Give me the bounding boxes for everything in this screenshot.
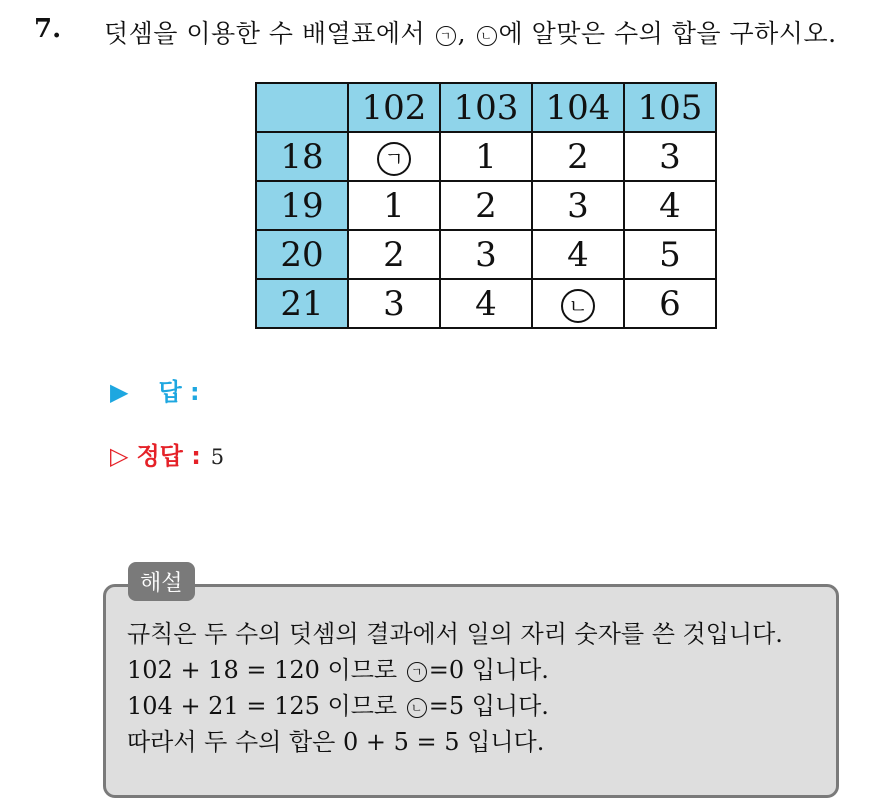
explanation-result: =5 입니다. <box>428 692 549 720</box>
circled-mark-b: ㄴ <box>407 698 427 718</box>
circled-mark-b: ㄴ <box>477 26 497 46</box>
table-cell: 2 <box>440 181 532 230</box>
question-number: 7. <box>34 14 62 44</box>
table-cell: 2 <box>532 132 624 181</box>
table-cell <box>348 132 440 181</box>
correct-answer-row <box>110 436 224 471</box>
table-cell: 4 <box>532 230 624 279</box>
explanation-tab: 해설 <box>128 562 195 601</box>
question-separator: , <box>457 19 467 48</box>
circled-mark-a: ㄱ <box>377 142 411 176</box>
table-cell: 2 <box>348 230 440 279</box>
circled-mark-a: ㄱ <box>407 662 427 682</box>
column-header: 104 <box>532 83 624 132</box>
row-header: 19 <box>256 181 348 230</box>
row-header: 18 <box>256 132 348 181</box>
answer-row <box>110 372 200 407</box>
explanation-line: 따라서 두 수의 합은 0 + 5 = 5 입니다. <box>127 728 545 756</box>
row-header: 21 <box>256 279 348 328</box>
addition-table <box>255 82 717 329</box>
column-header: 103 <box>440 83 532 132</box>
explanation-line <box>127 652 783 688</box>
circled-mark-b: ㄴ <box>561 289 595 323</box>
row-header: 20 <box>256 230 348 279</box>
explanation-equation: 102 + 18 = 120 이므로 <box>127 656 398 684</box>
table-cell: 3 <box>440 230 532 279</box>
explanation-text <box>127 616 783 760</box>
question-text-before: 덧셈을 이용한 수 배열표에서 <box>104 19 426 48</box>
question-text-after: 에 알맞은 수의 합을 구하시오. <box>498 19 837 48</box>
circled-mark-a: ㄱ <box>436 26 456 46</box>
table-cell: 6 <box>624 279 716 328</box>
outline-arrow-icon: ▷ <box>110 442 129 470</box>
table-row <box>256 181 716 230</box>
table-cell: 4 <box>624 181 716 230</box>
table-row <box>256 230 716 279</box>
explanation-equation: 104 + 21 = 125 이므로 <box>127 692 398 720</box>
table-corner-cell <box>256 83 348 132</box>
correct-answer-value: 5 <box>210 445 225 469</box>
table-cell: 3 <box>348 279 440 328</box>
table-cell: 4 <box>440 279 532 328</box>
table-row <box>256 132 716 181</box>
play-arrow-icon: ▶ <box>110 378 129 406</box>
table-header-row <box>256 83 716 132</box>
table-cell: 1 <box>440 132 532 181</box>
explanation-line: 규칙은 두 수의 덧셈의 결과에서 일의 자리 숫자를 쓴 것입니다. <box>127 620 783 648</box>
answer-label: 답 : <box>158 378 200 406</box>
table-cell: 1 <box>348 181 440 230</box>
table-cell: 3 <box>532 181 624 230</box>
column-header: 102 <box>348 83 440 132</box>
table-cell: 3 <box>624 132 716 181</box>
table-cell: 5 <box>624 230 716 279</box>
table-row <box>256 279 716 328</box>
table-cell <box>532 279 624 328</box>
explanation-result: =0 입니다. <box>428 656 549 684</box>
correct-answer-label: 정답 : <box>136 442 201 470</box>
column-header: 105 <box>624 83 716 132</box>
explanation-line <box>127 688 783 724</box>
question-text <box>104 14 837 50</box>
